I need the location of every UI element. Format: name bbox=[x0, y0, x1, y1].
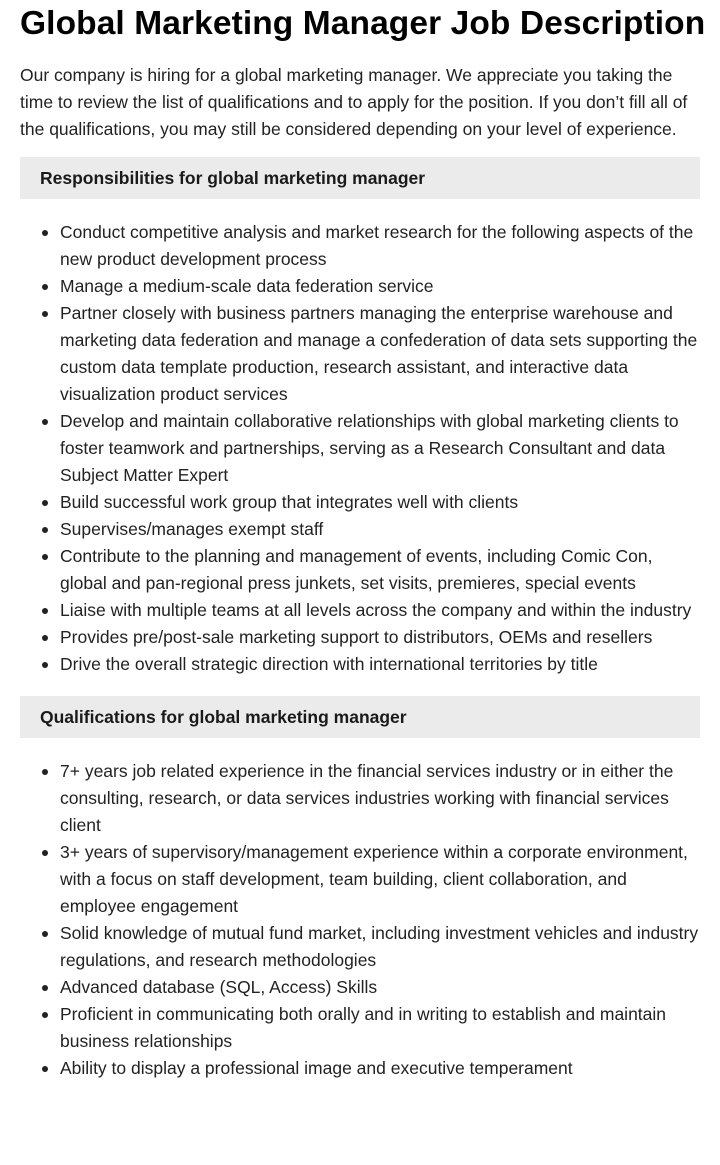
responsibilities-heading: Responsibilities for global marketing manager bbox=[40, 167, 426, 188]
list-item: Partner closely with business partners managing the enterprise warehouse and marketing data federation and manage a confederation of data sets supporting the custom data template production, research assistant, and interactive data visualization product services bbox=[60, 300, 700, 408]
responsibilities-list bbox=[20, 219, 700, 678]
list-item: Contribute to the planning and management of events, including Comic Con, global and pan-regional press junkets, set visits, premieres, special events bbox=[60, 543, 700, 597]
intro-paragraph: Our company is hiring for a global marketing manager. We appreciate you taking the time to review the list of qualifications and to apply for the position. If you don’t fill all of the qualifications, you may still be considered depending on your level of experience. bbox=[20, 65, 688, 139]
list-item: Develop and maintain collaborative relationships with global marketing clients to foster teamwork and partnerships, serving as a Research Consultant and data Subject Matter Expert bbox=[60, 408, 700, 489]
list-item: Drive the overall strategic direction with international territories by title bbox=[60, 651, 700, 678]
list-item: Conduct competitive analysis and market research for the following aspects of the new product development process bbox=[60, 219, 700, 273]
list-item: Manage a medium-scale data federation service bbox=[60, 273, 700, 300]
page-title: Global Marketing Manager Job Description bbox=[20, 5, 706, 42]
responsibilities-header bbox=[20, 157, 700, 199]
qualifications-header bbox=[20, 696, 700, 738]
qualifications-heading: Qualifications for global marketing manager bbox=[40, 706, 407, 727]
list-item: Proficient in communicating both orally and in writing to establish and maintain business relationships bbox=[60, 1001, 700, 1055]
list-item: 3+ years of supervisory/management experience within a corporate environment, with a focus on staff development, team building, client collaboration, and employee engagement bbox=[60, 839, 700, 920]
list-item: Liaise with multiple teams at all levels across the company and within the industry bbox=[60, 597, 700, 624]
list-item: Supervises/manages exempt staff bbox=[60, 516, 700, 543]
list-item: Build successful work group that integrates well with clients bbox=[60, 489, 700, 516]
list-item: Advanced database (SQL, Access) Skills bbox=[60, 974, 700, 1001]
list-item: Ability to display a professional image and executive temperament bbox=[60, 1055, 700, 1082]
qualifications-list bbox=[20, 758, 700, 1082]
list-item: Solid knowledge of mutual fund market, including investment vehicles and industry regulations, and research methodologies bbox=[60, 920, 700, 974]
list-item: 7+ years job related experience in the financial services industry or in either the consulting, research, or data services industries working with financial services client bbox=[60, 758, 700, 839]
list-item: Provides pre/post-sale marketing support to distributors, OEMs and resellers bbox=[60, 624, 700, 651]
